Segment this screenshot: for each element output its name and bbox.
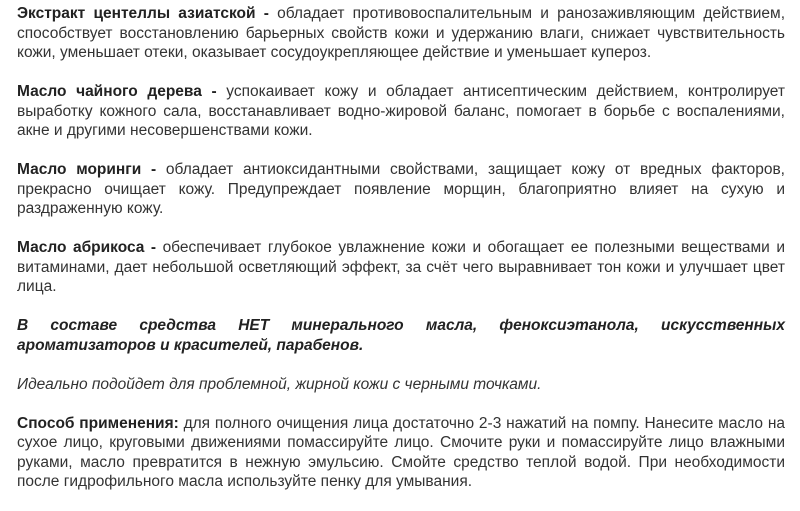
product-description — [17, 4, 785, 511]
ingredient-moringa-oil — [17, 160, 785, 219]
ingredient-name: Масло абрикоса - — [17, 239, 157, 256]
ingredient-description: обладает антиоксидантными свойствами, защищает кожу от вредных факторов, прекрасно очищает кожу. Предупреждает появление морщин, благоприятно влияет на сухую и раздраженную кожу. — [17, 161, 785, 217]
ingredient-description: обеспечивает глубокое увлажнение кожи и обогащает ее полезными веществами и витаминами, дает небольшой осветляющий эффект, за счёт чего выравнивает тон кожи и улучшает цвет лица. — [17, 239, 785, 295]
ingredient-centella — [17, 4, 785, 63]
ingredient-name: Масло чайного дерева - — [17, 83, 217, 100]
ingredient-name: Масло моринги - — [17, 161, 157, 178]
composition-notice: В составе средства НЕТ минерального масла, феноксиэтанола, искусственных ароматизаторов и красителей, парабенов. — [17, 317, 785, 354]
suitability-note: Идеально подойдет для проблемной, жирной кожи с черными точками. — [17, 375, 542, 393]
ingredient-description: обладает противовоспалительным и ранозаживляющим действием, способствует восстановлению барьерных свойств кожи и удержанию влаги, снижает чувствительность кожи, уменьшает отеки, оказывает сосудоукрепляющее действие и уменьшает купероз. — [17, 5, 785, 61]
ingredient-description: успокаивает кожу и обладает антисептическим действием, контролирует выработку кожного сала, восстанавливает водно-жировой баланс, помогает в борьбе с воспалениями, акне и другими несовершенствами кожи. — [17, 83, 785, 139]
ingredient-apricot-oil — [17, 238, 785, 297]
usage-label: Способ применения: — [17, 414, 179, 432]
ingredient-tea-tree-oil — [17, 82, 785, 141]
ingredient-name: Экстракт центеллы азиатской - — [17, 5, 269, 22]
usage-text: для полного очищения лица достаточно 2-3 нажатий на помпу. Нанесите масло на сухое лицо, круговыми движениями помассируйте лицо. Смочите руки и помассируйте лицо влажными руками, масло превратится в нежную эмульсию. Смойте средство теплой водой. При необходимости после гидрофильного масла используйте пенку для умывания. — [17, 414, 786, 490]
usage-instructions — [17, 414, 785, 492]
